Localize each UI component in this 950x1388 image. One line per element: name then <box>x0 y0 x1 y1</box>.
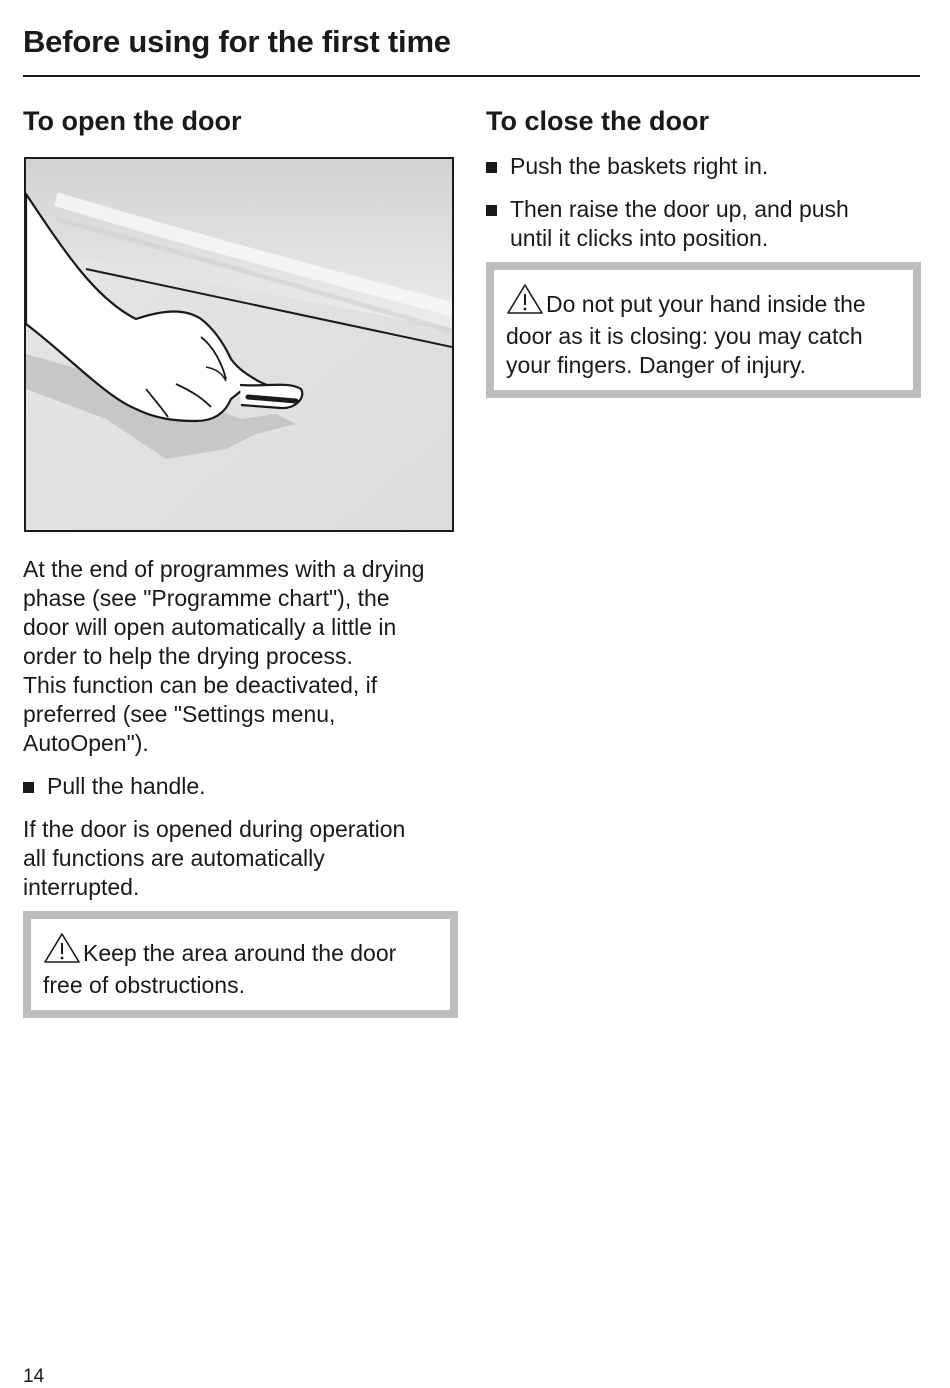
warning-triangle-icon <box>43 932 81 971</box>
text-line: If the door is opened during operation <box>23 816 406 842</box>
warning-box-obstructions <box>23 911 458 1018</box>
warning-text-line: your fingers. Danger of injury. <box>506 352 806 378</box>
bullet-pull-handle <box>23 772 458 801</box>
text-line: At the end of programmes with a drying <box>23 556 425 582</box>
square-bullet-icon <box>486 162 497 173</box>
warning-text-line: Keep the area around the door <box>83 940 397 966</box>
bullet-text-line: Then raise the door up, and push <box>510 196 849 222</box>
square-bullet-icon <box>23 782 34 793</box>
text-line: interrupted. <box>23 874 140 900</box>
right-column <box>486 104 921 398</box>
bullet-text-line: until it clicks into position. <box>510 225 769 251</box>
page-number: 14 <box>23 1366 45 1387</box>
title-divider <box>23 75 920 77</box>
text-line: all functions are automatically <box>23 845 325 871</box>
warning-text-line: Do not put your hand inside the <box>546 291 866 317</box>
text-line: preferred (see "Settings menu, <box>23 701 336 727</box>
door-opening-illustration <box>24 157 454 532</box>
text-line: AutoOpen"). <box>23 730 149 756</box>
paragraph-interrupt <box>23 815 458 902</box>
section-heading-open-door: To open the door <box>23 106 242 136</box>
text-line: order to help the drying process. <box>23 643 353 669</box>
warning-text-line: door as it is closing: you may catch <box>506 323 863 349</box>
text-line: door will open automatically a little in <box>23 614 397 640</box>
warning-text-line: free of obstructions. <box>43 972 245 998</box>
square-bullet-icon <box>486 205 497 216</box>
bullet-text: Pull the handle. <box>47 773 206 799</box>
text-line: phase (see "Programme chart"), the <box>23 585 390 611</box>
hand-pulling-door-handle-illustration <box>26 159 452 530</box>
left-text-block <box>23 555 458 1018</box>
left-column <box>23 104 458 138</box>
warning-triangle-icon <box>506 283 544 322</box>
bullet-raise-door <box>486 195 921 253</box>
paragraph-auto-open <box>23 555 458 758</box>
bullet-push-baskets <box>486 152 921 181</box>
bullet-text: Push the baskets right in. <box>510 153 769 179</box>
text-line: This function can be deactivated, if <box>23 672 378 698</box>
section-heading-close-door: To close the door <box>486 106 710 136</box>
page-title: Before using for the first time <box>23 24 451 59</box>
warning-box-hand-injury <box>486 262 921 398</box>
